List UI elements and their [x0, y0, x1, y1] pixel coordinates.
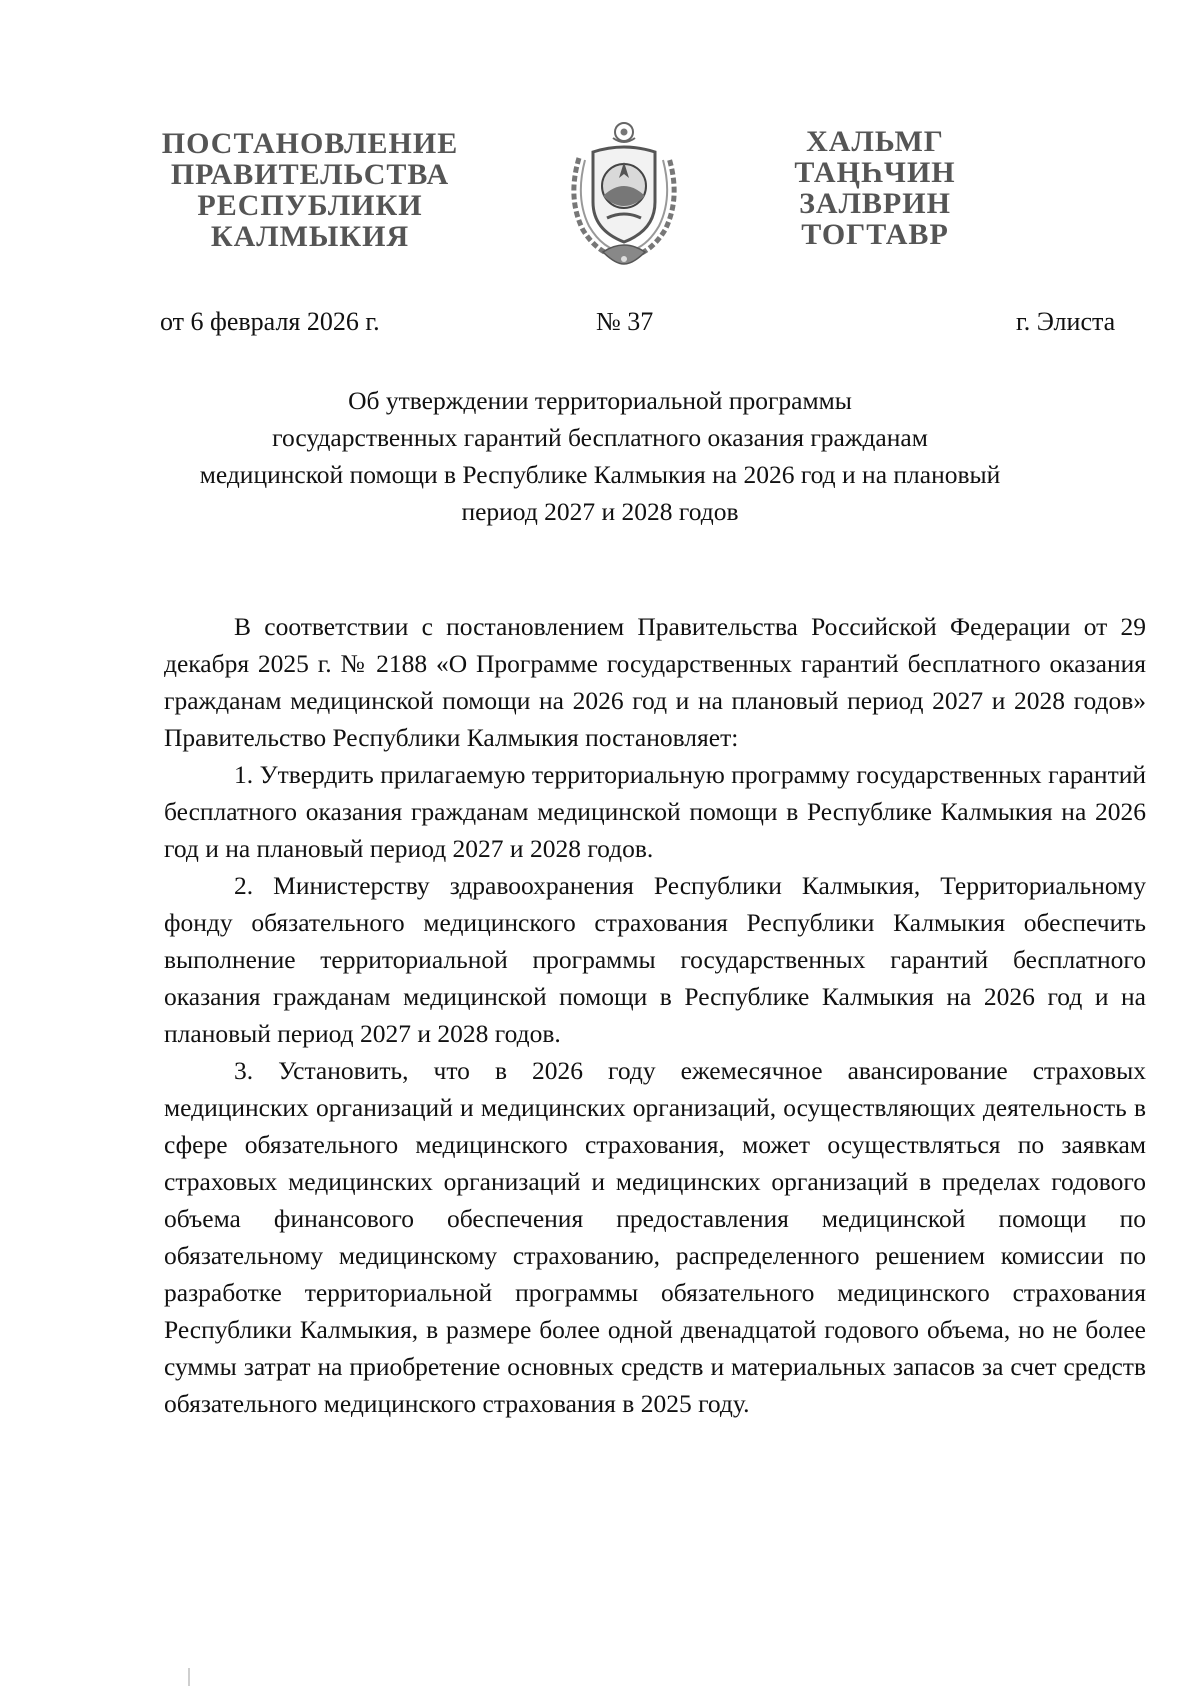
- item-number: 2.: [234, 871, 254, 900]
- item-number: 3.: [234, 1056, 254, 1085]
- document-city: г. Элиста: [1016, 307, 1116, 336]
- title-line: период 2027 и 2028 годов: [461, 497, 739, 526]
- title-line: государственных гарантий бесплатного оказания гражданам: [272, 423, 928, 452]
- document-date: от 6 февраля 2026 г.: [160, 307, 380, 336]
- coat-of-arms-emblem-icon: [563, 118, 685, 270]
- header-right-line: ЗАЛВРИН: [799, 187, 951, 220]
- item-text: Министерству здравоохранения Республики Калмыкия, Территориальному фонду обязательного медицинского страхования Республики Калмыкия обеспечить выполнение территориальной программы государственных гарантий бесплатного оказания гражданам медицинской помощи в Республике Калмыкия на 2026 год и на плановый период 2027 и 2028 годов.: [164, 871, 1146, 1048]
- scan-artifact: [188, 1668, 190, 1686]
- header-russian-title: [150, 128, 470, 252]
- title-line: медицинской помощи в Республике Калмыкия на 2026 год и на плановый: [199, 460, 1001, 489]
- item-paragraph-3: [164, 1052, 1146, 1422]
- header-kalmyk-title: [760, 126, 990, 250]
- item-paragraph-1: [164, 756, 1146, 867]
- title-line: Об утверждении территориальной программы: [348, 386, 852, 415]
- preamble-paragraph: В соответствии с постановлением Правительства Российской Федерации от 29 декабря 2025 г. № 2188 «О Программе государственных гарантий бесплатного оказания гражданам медицинской помощи на 2026 год и на плановый период 2027 и 2028 годов» Правительство Республики Калмыкия постановляет:: [164, 612, 1146, 752]
- item-paragraph-2: [164, 867, 1146, 1052]
- item-number: 1.: [234, 760, 254, 789]
- header-left-line: РЕСПУБЛИКИ: [197, 189, 423, 222]
- header-right-line: ТОГТАВР: [801, 218, 949, 251]
- document-title: [150, 382, 1050, 530]
- header-left-line: КАЛМЫКИЯ: [210, 220, 410, 253]
- header-left-line: ПРАВИТЕЛЬСТВА: [170, 158, 450, 191]
- header-right-line: ХАЛЬМГ: [806, 125, 944, 158]
- item-text: Утвердить прилагаемую территориальную программу государственных гарантий бесплатного оказания гражданам медицинской помощи в Республике Калмыкия на 2026 год и на плановый период 2027 и 2028 годов.: [164, 760, 1146, 863]
- document-body: [164, 608, 1146, 1422]
- item-text: Установить, что в 2026 году ежемесячное авансирование страховых медицинских организаций и медицинских организаций, осуществляющих деятельность в сфере обязательного медицинского страхования, может осуществляться по заявкам страховых медицинских организаций и медицинских организаций в пределах годового объема финансового обеспечения предоставления медицинской помощи по обязательному медицинскому страхованию, распределенного решением комиссии по разработке территориальной программы обязательного медицинского страхования Республики Калмыкия, в размере более одной двенадцатой годового объема, но не более суммы затрат на приобретение основных средств и материальных запасов за счет средств обязательного медицинского страхования в 2025 году.: [164, 1056, 1147, 1418]
- document-number: № 37: [596, 307, 654, 336]
- header-right-line: ТАҢҺЧИН: [794, 156, 956, 189]
- header-left-line: ПОСТАНОВЛЕНИЕ: [161, 127, 459, 160]
